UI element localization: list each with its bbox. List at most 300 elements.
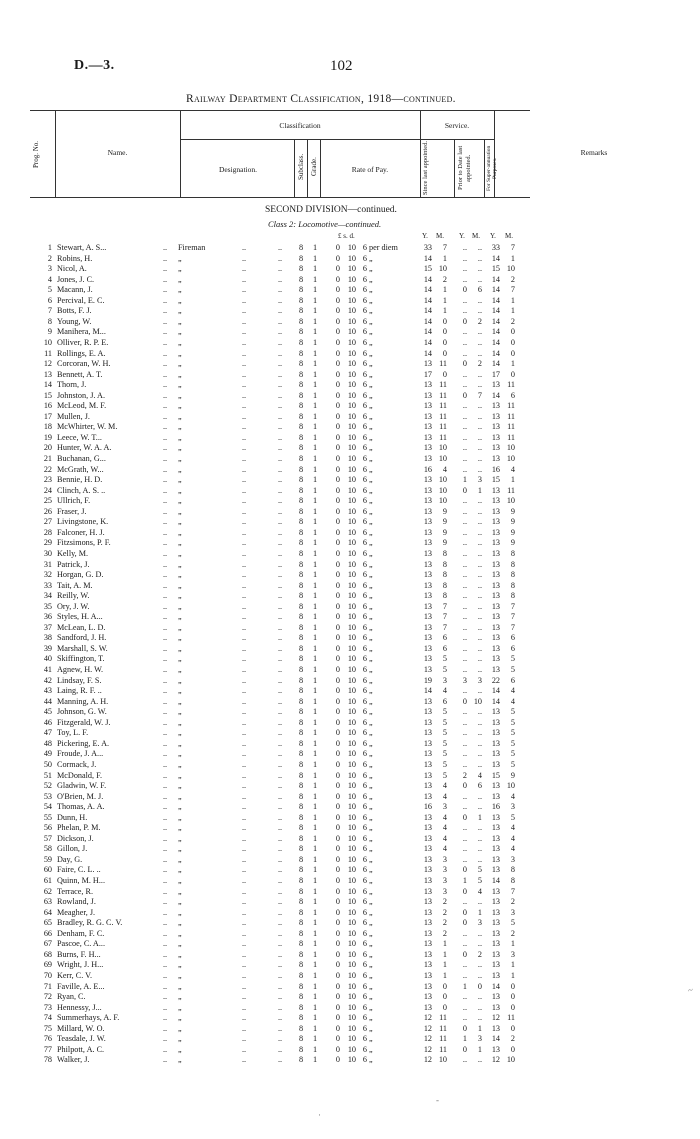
pay-period: „ [369, 844, 373, 854]
prog-no: 61 [43, 876, 52, 885]
pay-pounds: 0 [335, 1013, 340, 1023]
name: Phelan, P. M. [57, 823, 101, 833]
name: Burns, F. H... [57, 949, 101, 959]
prog-no: 75 [43, 1023, 52, 1033]
prior-years: .. [462, 264, 467, 274]
since-years: 13 [423, 949, 432, 959]
subclass: 8 [298, 728, 304, 738]
name: Jones, J. C. [57, 274, 95, 284]
pay-shillings: 10 [347, 464, 356, 474]
pay-pence: 6 [362, 759, 367, 769]
grade: 1 [312, 1013, 318, 1023]
leader-dots: .. [242, 643, 247, 653]
pay-period: „ [369, 601, 373, 611]
prior-years: .. [462, 686, 467, 696]
grade: 1 [312, 274, 318, 284]
super-years: 13 [491, 643, 500, 653]
super-years: 14 [491, 295, 500, 305]
prog-no: 26 [43, 506, 52, 516]
subclass: 8 [298, 1044, 304, 1054]
prior-years: 0 [462, 359, 467, 369]
since-years: 16 [423, 802, 432, 812]
prior-months: .. [477, 612, 482, 622]
pay-pence: 6 [362, 665, 367, 674]
super-months: 5 [510, 717, 515, 727]
pay-shillings: 10 [347, 369, 356, 379]
since-years: 13 [423, 886, 432, 896]
subclass: 8 [298, 833, 304, 843]
leader-dots: .. [278, 897, 283, 907]
leader-dots: .. [163, 316, 168, 326]
name: Summerhays, A. F. [57, 1013, 120, 1023]
leader-dots: .. [278, 1013, 283, 1023]
designation: „ [178, 306, 182, 316]
prior-months: .. [477, 369, 482, 379]
leader-dots: .. [242, 506, 247, 516]
super-years: 13 [491, 854, 500, 864]
name: Agnew, H. W. [57, 665, 104, 674]
since-months: 4 [442, 823, 447, 833]
subclass: 8 [298, 960, 304, 970]
name: Rowland, J. [57, 897, 96, 907]
since-months: 4 [442, 844, 447, 854]
since-years: 15 [423, 264, 432, 274]
since-years: 13 [423, 907, 432, 917]
prog-no: 10 [43, 337, 52, 347]
prior-months: .. [477, 295, 482, 305]
prior-years: 1 [462, 876, 467, 885]
pay-pence: 6 [362, 654, 367, 664]
leader-dots: .. [278, 918, 283, 928]
designation: „ [178, 791, 182, 801]
prior-months: .. [477, 496, 482, 506]
leader-dots: .. [242, 981, 247, 991]
leader-dots: .. [163, 949, 168, 959]
table-row [0, 939, 700, 950]
pay-pounds: 0 [335, 1044, 340, 1054]
designation: „ [178, 601, 182, 611]
grade: 1 [312, 369, 318, 379]
name: Clinch, A. S. .. [57, 485, 106, 495]
prog-no-header: Prog. No. [32, 140, 40, 168]
subclass: 8 [298, 643, 304, 653]
prior-months: .. [477, 833, 482, 843]
prog-no: 54 [43, 802, 52, 812]
leader-dots: .. [242, 770, 247, 780]
pay-shillings: 10 [347, 823, 356, 833]
prior-months: .. [477, 823, 482, 833]
subclass: 8 [298, 316, 304, 326]
prior-months: .. [477, 665, 482, 674]
pay-period: „ [369, 854, 373, 864]
super-months: 3 [510, 907, 515, 917]
subclass: 8 [298, 559, 304, 569]
designation: „ [178, 1002, 182, 1012]
service-unit: M. [505, 232, 513, 240]
prog-no: 71 [43, 981, 52, 991]
prior-months: .. [477, 791, 482, 801]
leader-dots: .. [278, 738, 283, 748]
pay-pence: 6 [362, 939, 367, 949]
prog-no: 2 [47, 253, 52, 263]
pay-period: „ [369, 591, 373, 601]
pay-shillings: 10 [347, 939, 356, 949]
since-months: 8 [442, 591, 447, 601]
pay-period: „ [369, 612, 373, 622]
since-years: 13 [423, 749, 432, 759]
prog-no: 30 [43, 548, 52, 558]
super-months: 9 [510, 770, 515, 780]
pay-pounds: 0 [335, 791, 340, 801]
table-row [0, 813, 700, 824]
since-months: 11 [439, 359, 447, 369]
super-years: 14 [491, 274, 500, 284]
pay-pounds: 0 [335, 643, 340, 653]
pay-period: „ [369, 496, 373, 506]
designation: „ [178, 327, 182, 337]
prior-months: 6 [477, 781, 482, 791]
pay-pounds: 0 [335, 295, 340, 305]
leader-dots: .. [163, 992, 168, 1002]
prior-months: 3 [477, 475, 482, 485]
service-unit: M. [472, 232, 480, 240]
table-row [0, 865, 700, 876]
prior-months: 5 [477, 865, 482, 875]
prior-months: .. [477, 686, 482, 696]
since-months: 4 [442, 464, 447, 474]
pay-period: „ [369, 1023, 373, 1033]
super-months: 6 [510, 643, 515, 653]
leader-dots: .. [163, 1023, 168, 1033]
prior-months: 4 [477, 770, 482, 780]
pay-pence: 6 [362, 1044, 367, 1054]
prior-months: 3 [477, 1034, 482, 1044]
prog-no: 16 [43, 401, 52, 411]
grade: 1 [312, 970, 318, 980]
super-months: 11 [507, 401, 515, 411]
pay-period: „ [369, 1044, 373, 1054]
since-months: 7 [442, 243, 447, 252]
since-years: 13 [423, 401, 432, 411]
since-years: 13 [423, 643, 432, 653]
designation: „ [178, 717, 182, 727]
pay-pence: 6 [362, 475, 367, 485]
since-years: 13 [423, 854, 432, 864]
prog-no: 37 [43, 622, 52, 632]
subclass: 8 [298, 696, 304, 706]
pay-period: „ [369, 411, 373, 421]
pay-shillings: 10 [347, 506, 356, 516]
pay-period: „ [369, 992, 373, 1002]
prior-years: .. [462, 253, 467, 263]
super-years: 14 [491, 306, 500, 316]
subclass: 8 [298, 622, 304, 632]
pay-pounds: 0 [335, 327, 340, 337]
pay-shillings: 10 [347, 749, 356, 759]
table-row [0, 1045, 700, 1056]
leader-dots: .. [242, 337, 247, 347]
super-months: 6 [510, 633, 515, 643]
leader-dots: .. [278, 612, 283, 622]
pay-pounds: 0 [335, 496, 340, 506]
prior-years: .. [462, 527, 467, 537]
prior-years: 3 [462, 675, 467, 685]
prog-no: 3 [47, 264, 52, 274]
leader-dots: .. [278, 548, 283, 558]
name: Thomas, A. A. [57, 802, 105, 812]
since-years: 14 [423, 327, 432, 337]
prior-months: .. [477, 970, 482, 980]
prior-years: .. [462, 506, 467, 516]
prog-no: 77 [43, 1044, 52, 1054]
table-row [0, 422, 700, 433]
pay-shillings: 10 [347, 1034, 356, 1044]
since-years: 13 [423, 738, 432, 748]
since-years: 13 [423, 770, 432, 780]
grade: 1 [312, 802, 318, 812]
super-months: 9 [510, 506, 515, 516]
name: McLeod, M. F. [57, 401, 107, 411]
prog-no: 9 [47, 327, 52, 337]
since-years: 12 [423, 1013, 432, 1023]
since-months: 0 [442, 1002, 447, 1012]
prior-months: .. [477, 728, 482, 738]
prog-no: 17 [43, 411, 52, 421]
name: Meagher, J. [57, 907, 96, 917]
designation: „ [178, 802, 182, 812]
pay-pounds: 0 [335, 612, 340, 622]
super-years: 33 [491, 243, 500, 252]
leader-dots: .. [242, 992, 247, 1002]
designation: „ [178, 485, 182, 495]
pay-shillings: 10 [347, 1002, 356, 1012]
super-months: 1 [510, 295, 515, 305]
grade: 1 [312, 485, 318, 495]
prog-no: 51 [43, 770, 52, 780]
super-months: 11 [507, 1013, 515, 1023]
super-months: 4 [510, 686, 515, 696]
leader-dots: .. [242, 274, 247, 284]
leader-dots: .. [163, 622, 168, 632]
designation: „ [178, 390, 182, 400]
leader-dots: .. [278, 633, 283, 643]
prior-years: .. [462, 707, 467, 717]
table-row [0, 718, 700, 729]
leader-dots: .. [163, 886, 168, 896]
since-months: 8 [442, 559, 447, 569]
super-years: 13 [491, 443, 500, 453]
designation: „ [178, 897, 182, 907]
grade: 1 [312, 907, 318, 917]
since-years: 13 [423, 781, 432, 791]
pay-pence: 6 [362, 443, 367, 453]
prior-months: .. [477, 422, 482, 432]
since-years: 19 [423, 675, 432, 685]
pay-shillings: 10 [347, 401, 356, 411]
prior-years: 0 [462, 696, 467, 706]
name: Skiffington, T. [57, 654, 105, 664]
pay-period: „ [369, 717, 373, 727]
leader-dots: .. [278, 306, 283, 316]
leader-dots: .. [163, 1055, 168, 1065]
pay-pence: 6 [362, 337, 367, 347]
pay-pence: 6 [362, 295, 367, 305]
prior-months: .. [477, 243, 482, 252]
since-years: 13 [423, 359, 432, 369]
pay-shillings: 10 [347, 601, 356, 611]
leader-dots: .. [278, 1002, 283, 1012]
prior-years: .. [462, 496, 467, 506]
since-months: 7 [442, 601, 447, 611]
leader-dots: .. [163, 728, 168, 738]
name: Dunn, H. [57, 812, 88, 822]
since-months: 2 [442, 907, 447, 917]
pay-pounds: 0 [335, 432, 340, 442]
grade: 1 [312, 327, 318, 337]
since-years: 14 [423, 295, 432, 305]
leader-dots: .. [278, 422, 283, 432]
pay-period: „ [369, 327, 373, 337]
pay-pence: 6 [362, 601, 367, 611]
leader-dots: .. [163, 823, 168, 833]
leader-dots: .. [163, 243, 168, 252]
pay-period: per diem [369, 243, 398, 252]
pay-pence: 6 [362, 981, 367, 991]
pay-shillings: 10 [347, 496, 356, 506]
prior-years: .. [462, 928, 467, 938]
grade: 1 [312, 633, 318, 643]
super-years: 14 [491, 285, 500, 295]
prior-years: .. [462, 464, 467, 474]
super-years: 13 [491, 601, 500, 611]
grade: 1 [312, 823, 318, 833]
pay-pence: 6 [362, 1013, 367, 1023]
pay-period: „ [369, 316, 373, 326]
prog-no: 65 [43, 918, 52, 928]
prog-no: 67 [43, 939, 52, 949]
since-months: 4 [442, 686, 447, 696]
super-months: 4 [510, 791, 515, 801]
subclass: 8 [298, 527, 304, 537]
pay-shillings: 10 [347, 876, 356, 885]
prior-months: 1 [477, 485, 482, 495]
leader-dots: .. [278, 411, 283, 421]
leader-dots: .. [163, 960, 168, 970]
super-years: 13 [491, 749, 500, 759]
pay-pence: 6 [362, 316, 367, 326]
prior-years: .. [462, 548, 467, 558]
super-months: 11 [507, 485, 515, 495]
leader-dots: .. [163, 443, 168, 453]
pay-period: „ [369, 770, 373, 780]
designation: „ [178, 781, 182, 791]
grade: 1 [312, 865, 318, 875]
section-subtitle: Class 2: Locomotive—continued. [268, 219, 382, 229]
super-months: 11 [507, 411, 515, 421]
designation: „ [178, 1034, 182, 1044]
super-years: 13 [491, 612, 500, 622]
subclass: 8 [298, 886, 304, 896]
service-header: Service. [444, 121, 470, 130]
pay-pounds: 0 [335, 285, 340, 295]
name: Bradley, R. G. C. V. [57, 918, 123, 928]
leader-dots: .. [278, 485, 283, 495]
grade: 1 [312, 401, 318, 411]
pay-period: „ [369, 517, 373, 527]
super-years: 13 [491, 665, 500, 674]
pay-pence: 6 [362, 348, 367, 358]
leader-dots: .. [163, 306, 168, 316]
leader-dots: .. [278, 823, 283, 833]
table-row [0, 834, 700, 845]
subclass: 8 [298, 738, 304, 748]
leader-dots: .. [242, 422, 247, 432]
prior-months: .. [477, 559, 482, 569]
leader-dots: .. [278, 475, 283, 485]
subclass: 8 [298, 369, 304, 379]
since-months: 3 [442, 854, 447, 864]
leader-dots: .. [242, 696, 247, 706]
prior-years: 0 [462, 1044, 467, 1054]
table-row [0, 929, 700, 940]
designation: „ [178, 833, 182, 843]
super-months: 1 [510, 970, 515, 980]
leader-dots: .. [278, 812, 283, 822]
grade: 1 [312, 454, 318, 463]
designation: „ [178, 728, 182, 738]
pay-pounds: 0 [335, 833, 340, 843]
leader-dots: .. [278, 1034, 283, 1044]
prog-no: 41 [43, 665, 52, 674]
super-months: 10 [506, 443, 515, 453]
since-months: 0 [442, 337, 447, 347]
pay-shillings: 10 [347, 949, 356, 959]
pay-shillings: 10 [347, 812, 356, 822]
designation: „ [178, 538, 182, 548]
pay-period: „ [369, 865, 373, 875]
pay-pounds: 0 [335, 401, 340, 411]
grade: 1 [312, 517, 318, 527]
pay-shillings: 10 [347, 1055, 356, 1065]
pay-pence: 6 [362, 1002, 367, 1012]
leader-dots: .. [163, 359, 168, 369]
leader-dots: .. [242, 897, 247, 907]
leader-dots: .. [163, 464, 168, 474]
pay-units: £ s. d. [338, 232, 355, 240]
leader-dots: .. [242, 654, 247, 664]
subclass: 8 [298, 844, 304, 854]
super-years: 13 [491, 496, 500, 506]
prior-years: .. [462, 411, 467, 421]
leader-dots: .. [278, 791, 283, 801]
grade: 1 [312, 580, 318, 590]
pay-pounds: 0 [335, 633, 340, 643]
subclass: 8 [298, 876, 304, 885]
grade: 1 [312, 475, 318, 485]
designation: „ [178, 770, 182, 780]
designation: „ [178, 443, 182, 453]
leader-dots: .. [242, 485, 247, 495]
table-row [0, 570, 700, 581]
since-years: 12 [423, 1023, 432, 1033]
designation: „ [178, 686, 182, 696]
pay-shillings: 10 [347, 295, 356, 305]
table-row [0, 633, 700, 644]
prior-years: .. [462, 1002, 467, 1012]
pay-pence: 6 [362, 854, 367, 864]
designation: „ [178, 517, 182, 527]
prior-months: 4 [477, 886, 482, 896]
